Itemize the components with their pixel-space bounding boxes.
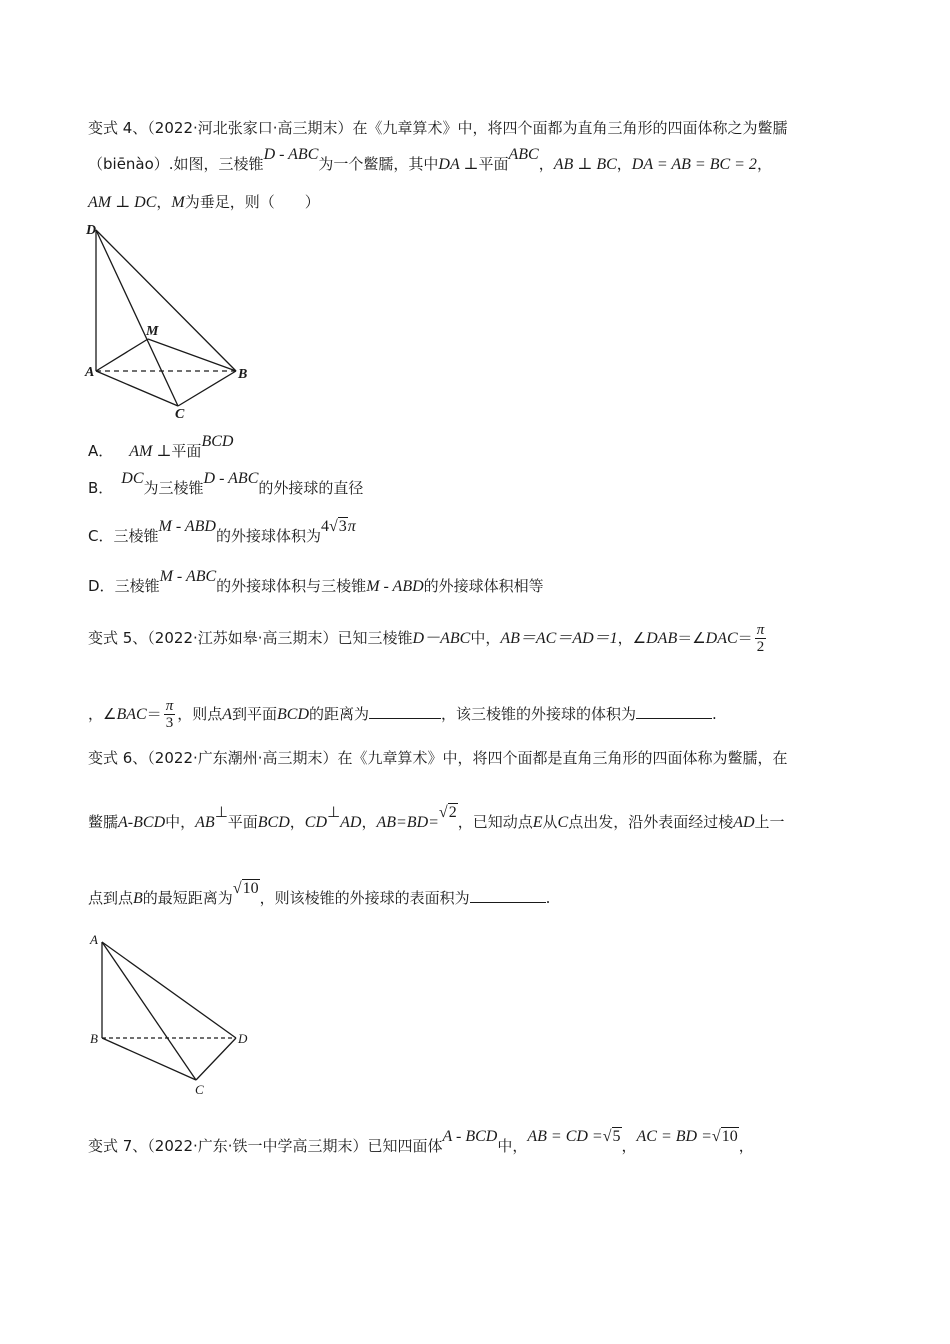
fig6-label-C: C — [195, 1082, 204, 1097]
q7-sqrt-10: √10 — [711, 1128, 738, 1145]
q5-answer-blank-distance[interactable] — [369, 704, 441, 719]
q7-line1: 变式 7、（2022·广东·铁一中学高三期末）已知四面体A - BCD中，AB = CD =√5，AC = BD =√10， — [88, 1128, 754, 1155]
fig4-label-B: B — [238, 367, 248, 382]
fig6-label-D: D — [238, 1031, 248, 1046]
q5-answer-blank-volume[interactable] — [636, 704, 712, 719]
q4-line1: 变式 4、（2022·河北张家口·高三期末）在《九章算术》中，将四个面都为直角三角形的四面体称之为鳖臑 — [88, 119, 788, 137]
q5-line2: ，∠BAC＝ $\frac{\pi}{3}$ ，则点A到平面BCD的距离为 ，该三棱锥的外接球的体积为 . — [88, 698, 717, 731]
q4-option-c-volume: 4√3π — [320, 518, 356, 535]
fig4-label-M: M — [146, 324, 159, 339]
fig6-label-B: B — [90, 1031, 98, 1046]
q4-line3: AM ⊥ DC，M为垂足，则（ ） — [88, 193, 320, 211]
q4-option-b: B．DC为三棱锥D - ABC的外接球的直径 — [88, 470, 364, 497]
q6-sqrt-10: √10 — [232, 880, 259, 897]
q6-answer-blank-surface-area[interactable] — [470, 888, 546, 903]
q6-line3: 点到点B的最短距离为√10，则该棱锥的外接球的表面积为 . — [88, 880, 551, 907]
fig4-label-D: D — [86, 223, 97, 238]
fig4-label-A: A — [85, 365, 95, 380]
q6-sqrt-2: √2 — [438, 804, 457, 821]
q5-fraction-pi-over-2: $\frac{\pi}{2}$ — [756, 622, 765, 655]
q4-option-c: C．三棱锥M - ABD的外接球体积为4√3π — [88, 518, 356, 545]
q6-figure — [86, 928, 256, 1098]
q4-option-a: A． AM ⊥平面BCD — [88, 433, 234, 460]
q6-line1: 变式 6、（2022·广东潮州·高三期末）在《九章算术》中，将四个面都是直角三角形的四面体称为鳖臑，在 — [88, 749, 788, 767]
q5-fraction-pi-over-3: $\frac{\pi}{3}$ — [165, 698, 174, 731]
q5-line1: 变式 5、（2022·江苏如皋·高三期末）已知三棱锥D－ABC中，AB＝AC＝AD＝1，∠DAB＝∠DAC＝ $\frac{\pi}{2}$ — [88, 622, 765, 655]
q6-line2: 鳖臑A-BCD中，AB⊥平面BCD，CD⊥AD，AB=BD=√2，已知动点E从C点出发，沿外表面经过棱AD上一 — [88, 803, 785, 831]
fig4-label-C: C — [175, 407, 185, 422]
q4-line2: （biēnào）.如图，三棱锥D - ABC为一个鳖臑，其中DA ⊥平面ABC，AB ⊥ BC，DA = AB = BC = 2， — [88, 146, 772, 173]
q4-option-d: D．三棱锥M - ABC的外接球体积与三棱锥M - ABD的外接球体积相等 — [88, 568, 544, 595]
fig6-label-A: A — [90, 932, 98, 947]
q7-sqrt-5: √5 — [602, 1128, 621, 1145]
q4-figure — [80, 218, 260, 423]
